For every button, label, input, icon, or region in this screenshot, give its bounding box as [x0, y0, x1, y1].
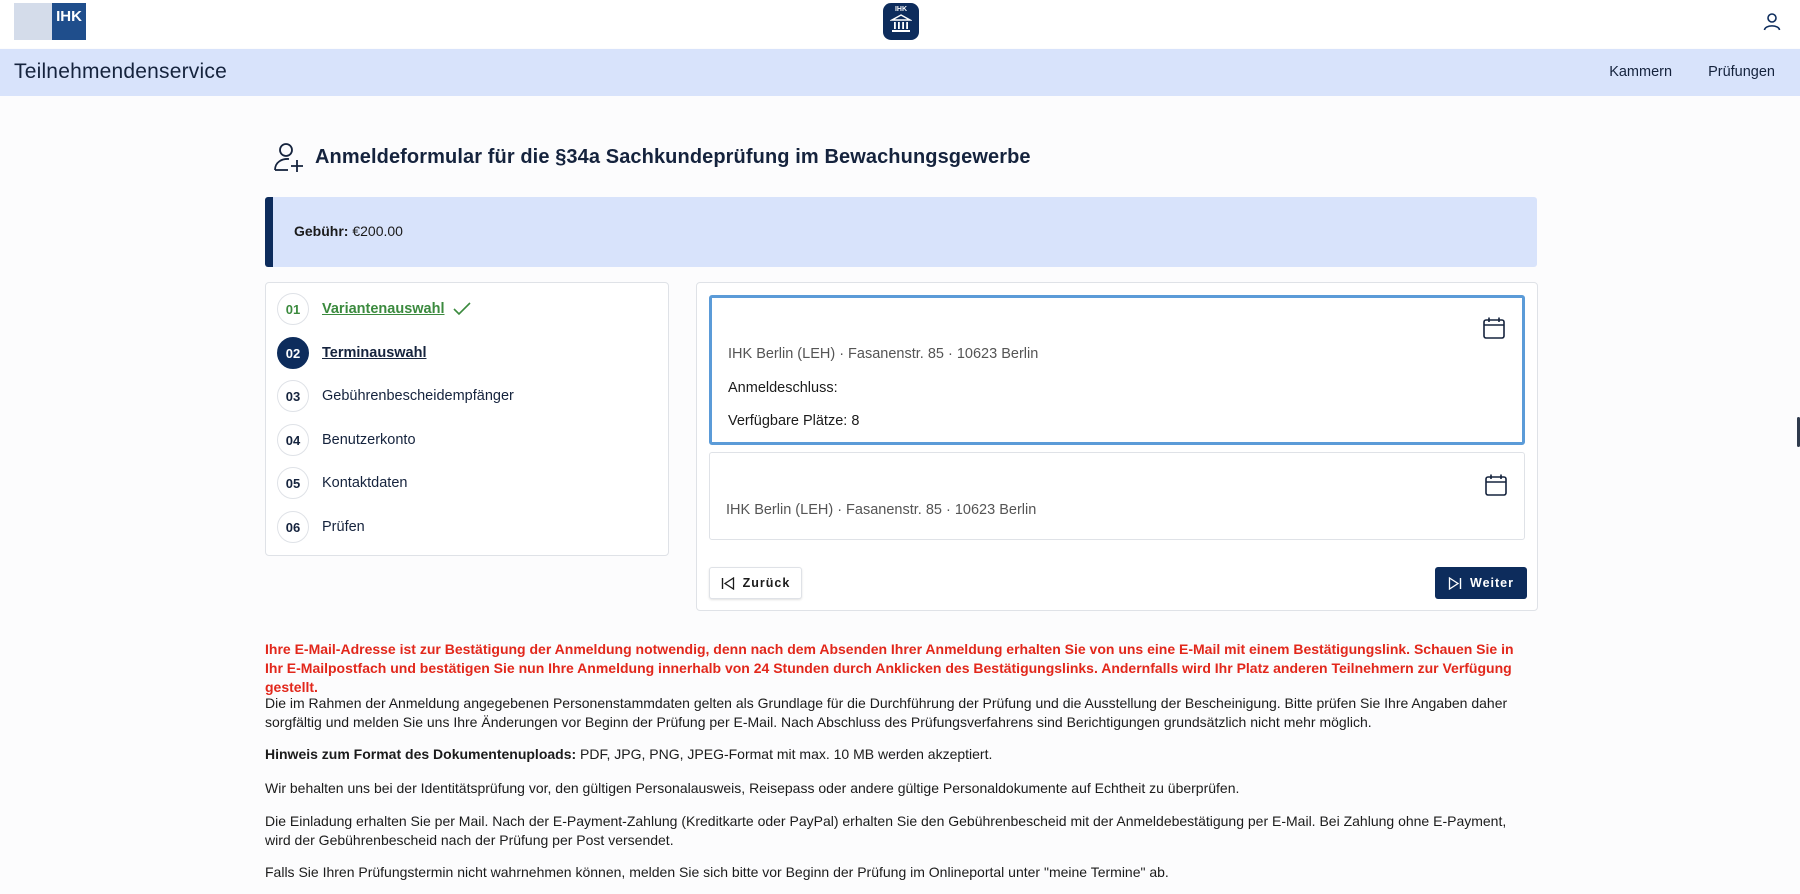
fee-label: Gebühr: — [294, 223, 349, 239]
back-button[interactable] — [709, 567, 802, 599]
checkmark-icon — [453, 302, 471, 316]
available-seats: Verfügbare Plätze: 8 — [728, 413, 860, 429]
info-personal-data: Die im Rahmen der Anmeldung angegebenen Personenstammdaten gelten als Grundlage für die Durchführung der Prüfung und die Ausstellung der Bescheinigung. Bitte prüfen Sie Ihre Angaben daher sorgfältig und melden Sie uns Ihre Änderungen vor Beginn der Prüfung per E-Mail. Nach Abschluss des Prüfungsverfahrens sind Berichtigungen grundsätzlich nicht mehr möglich. — [265, 695, 1508, 730]
step-gebuehrenbescheidempfaenger[interactable] — [277, 380, 514, 412]
top-header — [0, 0, 1800, 48]
main-nav — [1577, 64, 1775, 80]
user-icon[interactable] — [1762, 12, 1782, 32]
add-user-icon — [273, 141, 305, 173]
step-number: 06 — [277, 511, 309, 543]
step-number: 05 — [277, 467, 309, 499]
step-number: 01 — [277, 293, 309, 325]
app-badge[interactable] — [883, 3, 919, 40]
nav-pruefungen[interactable]: Prüfungen — [1708, 64, 1775, 80]
page-heading — [273, 141, 1031, 173]
step-pruefen[interactable] — [277, 511, 365, 543]
service-title[interactable]: Teilnehmendenservice — [14, 60, 227, 83]
calendar-icon — [1482, 316, 1506, 340]
step-label: Gebührenbescheidempfänger — [322, 388, 514, 404]
step-benutzerkonto[interactable] — [277, 424, 416, 456]
info-identity-check: Wir behalten uns bei der Identitätsprüfung vor, den gültigen Personalausweis, Reisepass oder andere gültige Personaldokumente auf Echtheit zu überprüfen. — [265, 780, 1240, 796]
bank-building-icon — [890, 14, 912, 34]
step-number: 02 — [277, 337, 309, 369]
next-label: Weiter — [1470, 576, 1514, 590]
appointment-card[interactable] — [709, 452, 1525, 540]
step-variantenauswahl[interactable] — [277, 293, 471, 325]
upload-hint-text: PDF, JPG, PNG, JPEG-Format mit max. 10 MB werden akzeptiert. — [576, 746, 993, 762]
appointment-location: IHK Berlin (LEH) · Fasanenstr. 85 · 10623 Berlin — [728, 346, 1039, 362]
skip-forward-icon — [1448, 577, 1462, 590]
info-cancellation: Falls Sie Ihren Prüfungstermin nicht wahrnehmen können, melden Sie sich bitte vor Beginn der Prüfung im Onlineportal unter "meine Termine" ab. — [265, 864, 1169, 880]
info-upload-format — [265, 745, 1535, 764]
email-confirmation-notice: Ihre E-Mail-Adresse ist zur Bestätigung der Anmeldung notwendig, denn nach dem Absenden Ihrer Anmeldung erhalten Sie von uns eine E-Mail mit einem Bestätigungslink. Schauen Sie in Ihr E-Mailpostfach und bestätigen Sie nun Ihre Anmeldung innerhalb von 24 Stunden durch Anklicken des Bestätigungslinks. Andernfalls wird Ihr Platz anderen Teilnehmern zur Verfügung gestellt. — [265, 641, 1514, 695]
step-label: Kontaktdaten — [322, 475, 408, 491]
service-bar — [0, 49, 1800, 96]
appointment-location: IHK Berlin (LEH) · Fasanenstr. 85 · 10623 Berlin — [726, 502, 1037, 518]
registration-deadline: Anmeldeschluss: — [728, 380, 838, 396]
nav-kammern[interactable]: Kammern — [1609, 64, 1673, 80]
next-button[interactable] — [1435, 567, 1527, 599]
step-label: Benutzerkonto — [322, 432, 416, 448]
back-label: Zurück — [742, 576, 791, 590]
appointment-card[interactable] — [709, 295, 1525, 445]
step-terminauswahl[interactable] — [277, 337, 426, 369]
step-label: Prüfen — [322, 519, 365, 535]
step-label: Terminauswahl — [322, 345, 427, 361]
calendar-icon — [1484, 473, 1508, 497]
logo-text: IHK — [52, 3, 86, 40]
ihk-logo[interactable] — [14, 3, 86, 40]
skip-back-icon — [721, 577, 735, 590]
info-invitation: Die Einladung erhalten Sie per Mail. Nach der E-Payment-Zahlung (Kreditkarte oder PayPal) erhalten Sie den Gebührenbescheid mit der Anmeldebestätigung per E-Mail. Bei Zahlung ohne E-Payment, wird der Gebührenbescheid nach der Prüfung per Post versendet. — [265, 813, 1507, 848]
badge-text: IHK — [894, 6, 908, 13]
step-number: 03 — [277, 380, 309, 412]
step-label: Variantenauswahl — [322, 301, 445, 317]
step-navigation — [265, 282, 669, 556]
page-title: Anmeldeformular für die §34a Sachkundeprüfung im Bewachungsgewerbe — [315, 145, 1031, 168]
appointment-panel — [696, 282, 1538, 611]
step-kontaktdaten[interactable] — [277, 467, 407, 499]
upload-hint-label: Hinweis zum Format des Dokumentenuploads: — [265, 746, 577, 762]
fee-value: €200.00 — [352, 223, 403, 239]
fee-box — [265, 197, 1537, 267]
step-number: 04 — [277, 424, 309, 456]
